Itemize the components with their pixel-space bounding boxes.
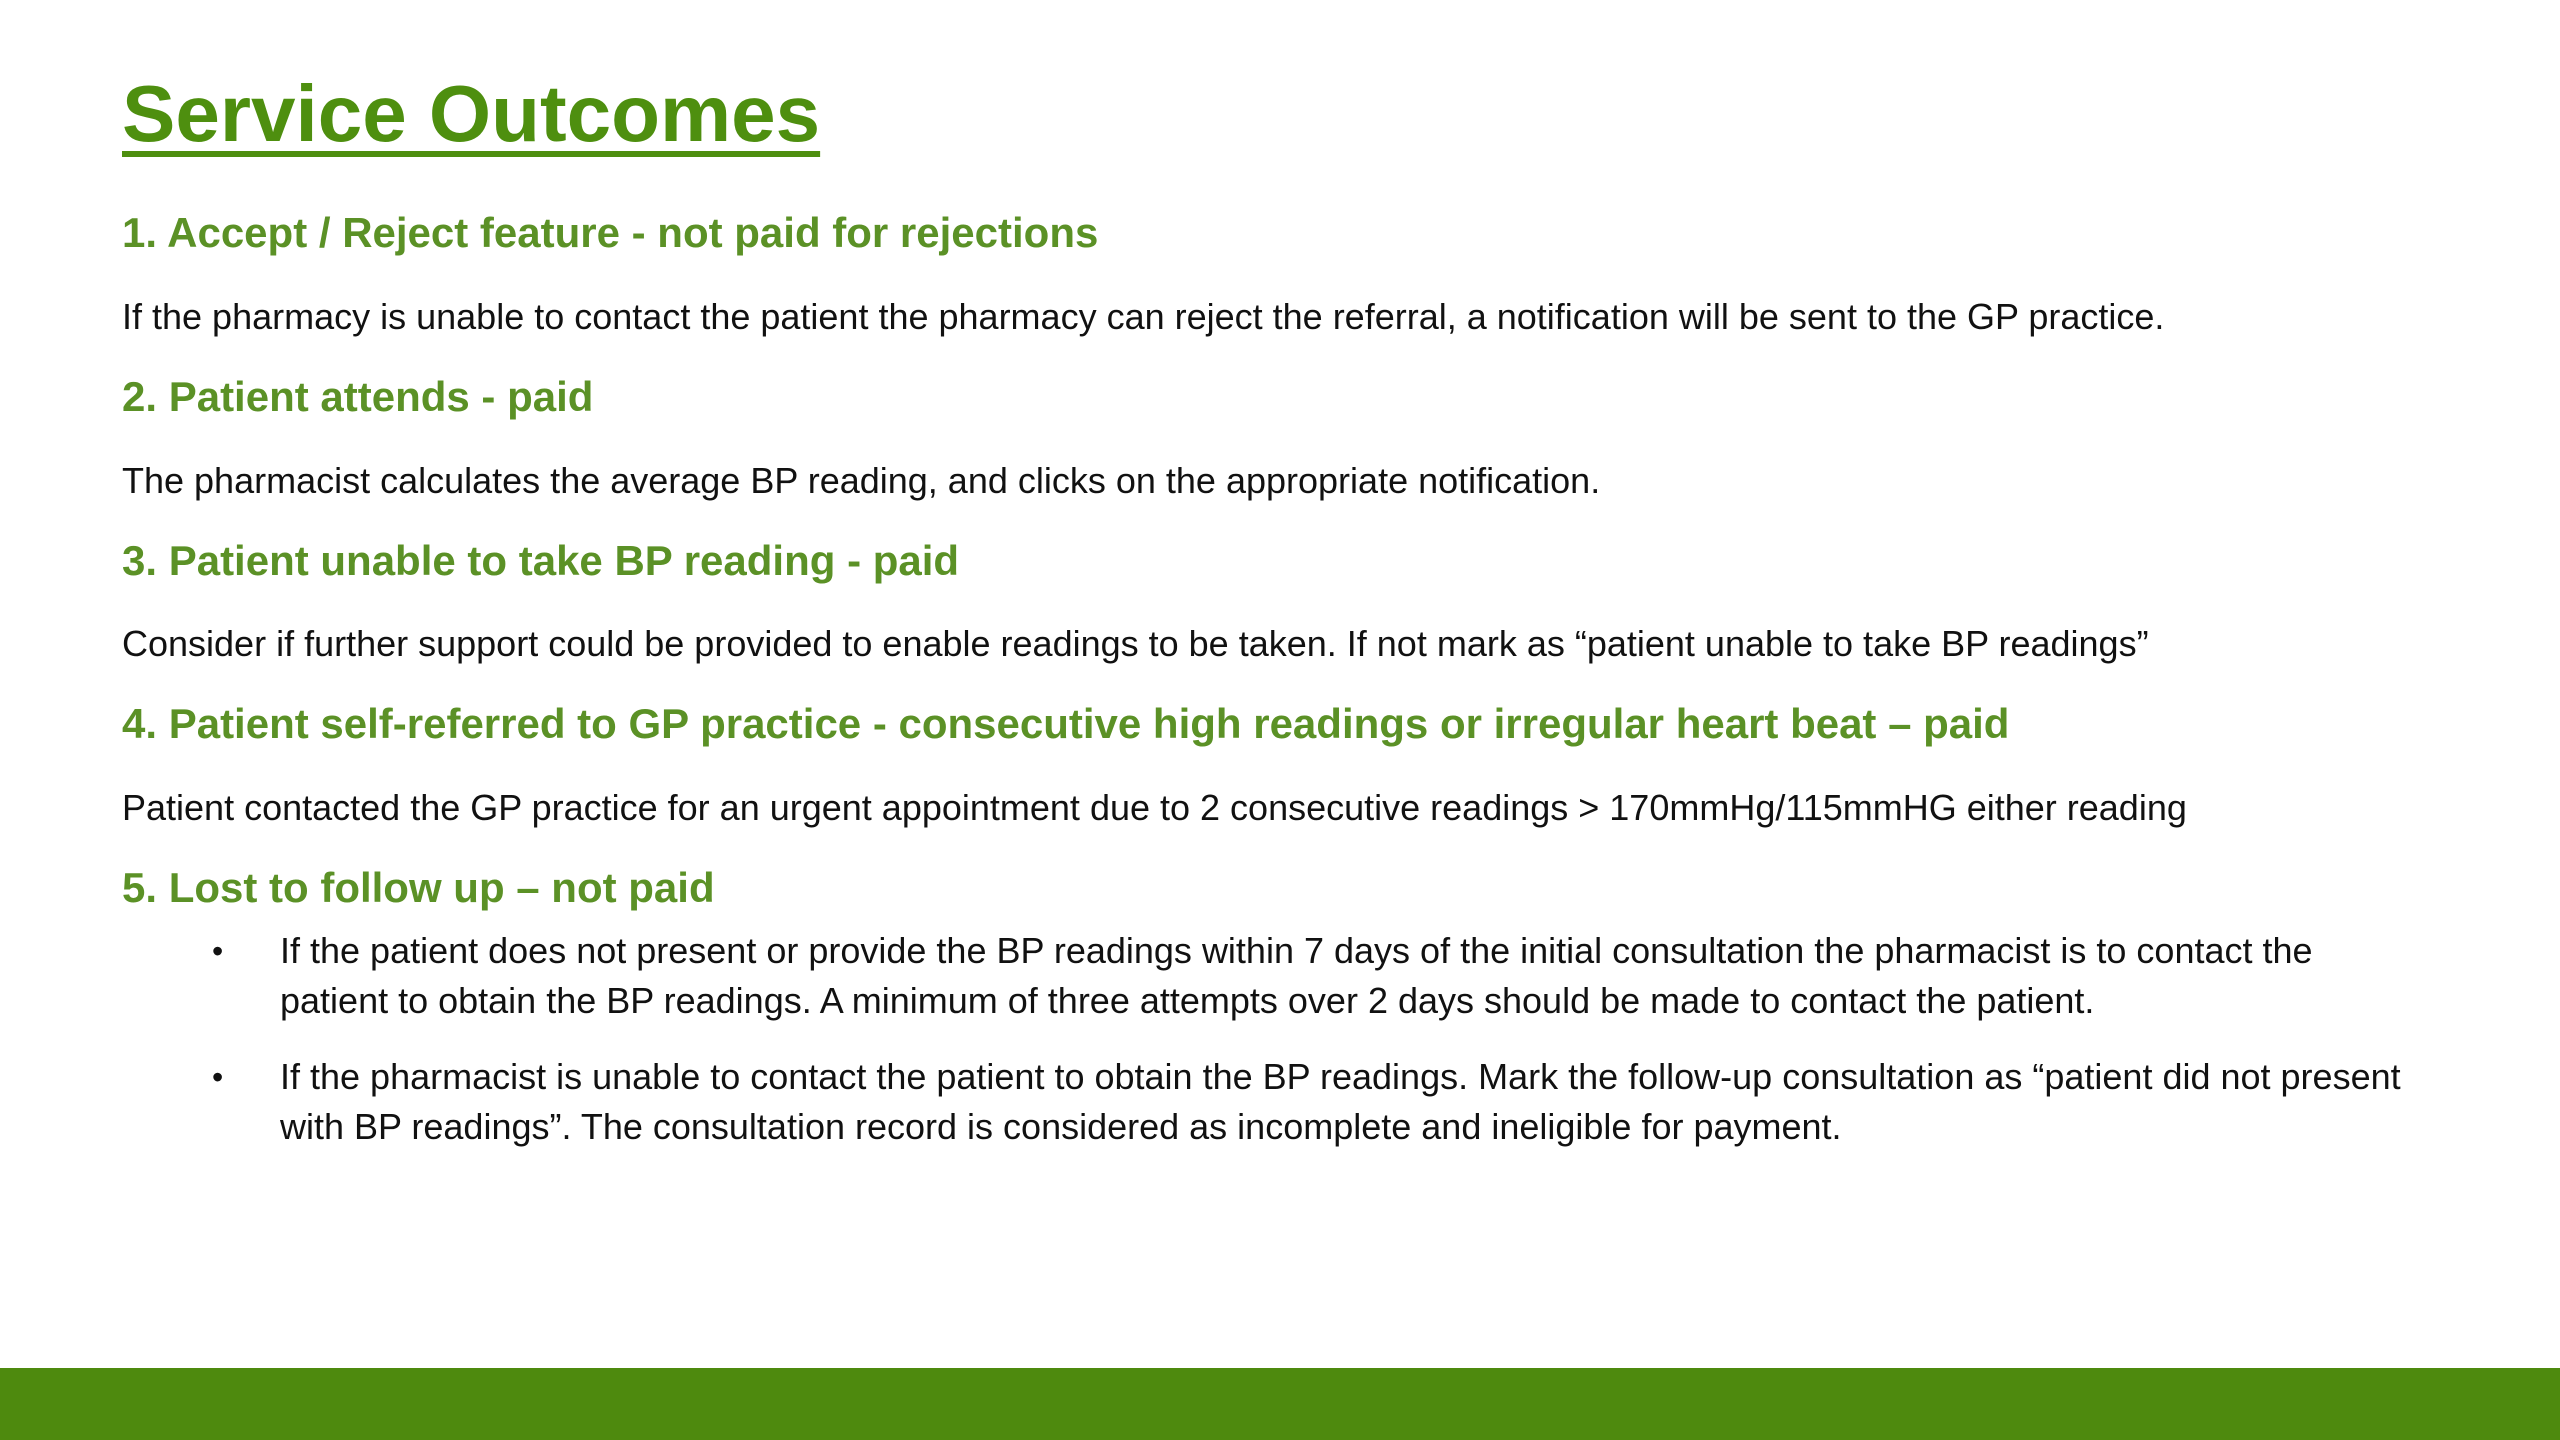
bullet-text: If the pharmacist is unable to contact the patient to obtain the BP readings. Mark the follow-up consultation as “patient did not present with BP readings”. The consultation record is considered as incomplete and ineligible for payment. [280,1056,2401,1147]
list-item [122,926,2422,1026]
section-body-self-referred: Patient contacted the GP practice for an urgent appointment due to 2 consecutive readings > 170mmHg/115mmHG either reading [122,787,2187,828]
bullet-icon: • [212,1059,224,1095]
footer-bar [0,1368,2560,1440]
section-body-unable-bp-reading: Consider if further support could be provided to enable readings to be taken. If not mark as “patient unable to take BP readings” [122,623,2149,664]
section-heading-lost-to-follow-up: 5. Lost to follow up – not paid [122,864,715,911]
section-body-accept-reject: If the pharmacy is unable to contact the patient the pharmacy can reject the referral, a notification will be sent to the GP practice. [122,296,2165,337]
section-heading-patient-attends: 2. Patient attends - paid [122,373,594,420]
section-heading-accept-reject: 1. Accept / Reject feature - not paid for rejections [122,209,1099,256]
section-heading-self-referred: 4. Patient self-referred to GP practice - consecutive high readings or irregular heart beat – paid [122,700,2010,747]
bullet-text: If the patient does not present or provide the BP readings within 7 days of the initial consultation the pharmacist is to contact the patient to obtain the BP readings. A minimum of three attempts over 2 days should be made to contact the patient. [280,930,2313,1021]
slide-title: Service Outcomes [122,69,821,158]
bullet-icon: • [212,933,224,969]
list-item [122,1052,2422,1152]
section-body-patient-attends: The pharmacist calculates the average BP reading, and clicks on the appropriate notification. [122,460,1601,501]
lost-to-follow-up-bullet-list [122,926,2422,1178]
section-heading-unable-bp-reading: 3. Patient unable to take BP reading - paid [122,537,960,584]
